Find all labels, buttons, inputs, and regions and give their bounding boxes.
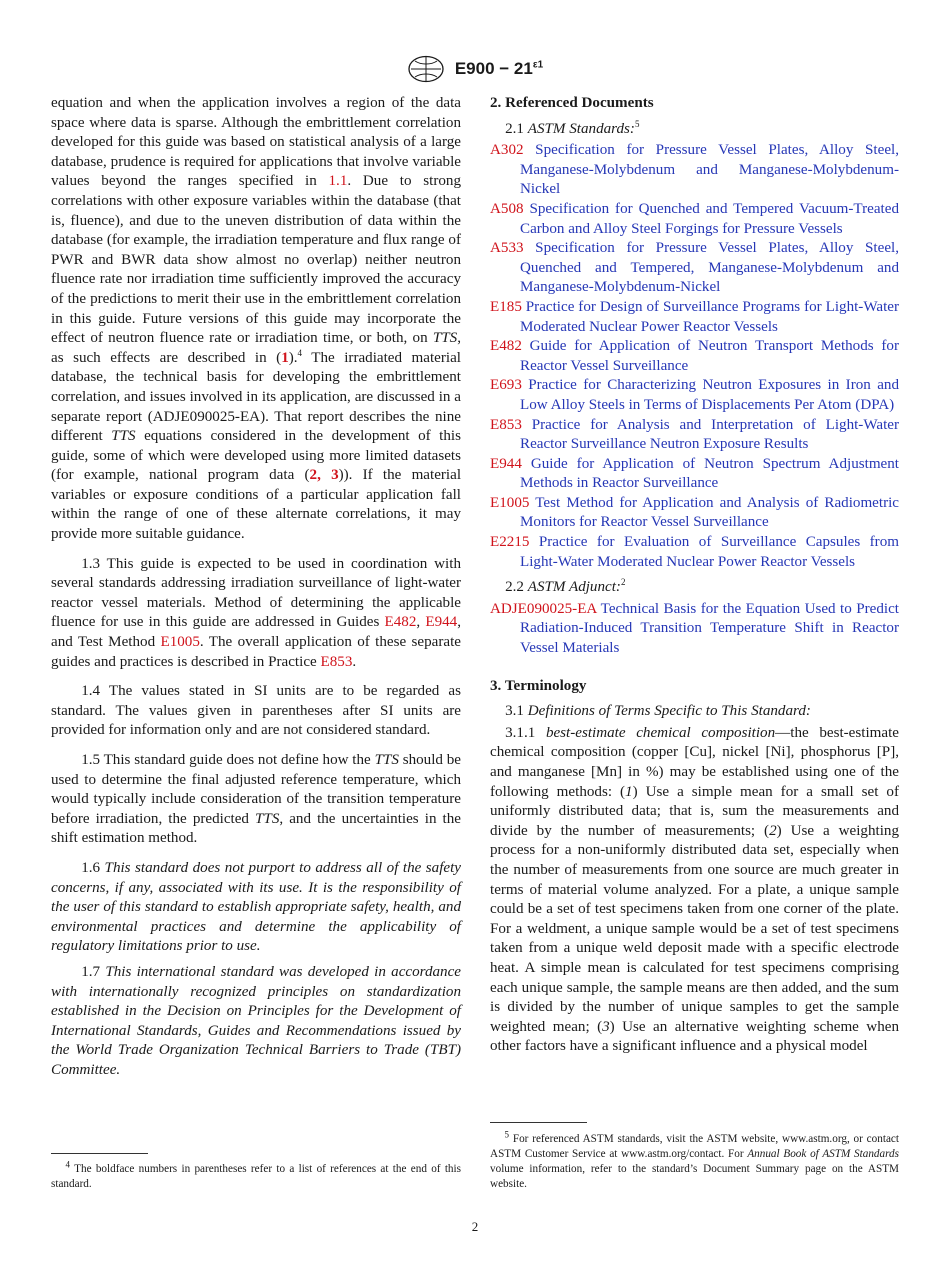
footnote-mark-4: 4: [297, 347, 303, 358]
ref-link-1[interactable]: 1: [281, 349, 289, 366]
footnote-rule-right: [490, 1122, 587, 1123]
ref-a302[interactable]: A302 Specification for Pressure Vessel Plates, Alloy Steel, Manganese-Molybdenum and Manganese-Molybdenum-Nickel: [490, 142, 899, 198]
footnote-5: $^5$ For referenced ASTM standards, visit the ASTM website, www.astm.org, or contact ASTM Customer Service at www.astm.org/contact. For Annual Book of ASTM Standards volume information, refer to the standard’s Document Summary page on the ASTM website.: [490, 1129, 899, 1190]
page-number: 2: [471, 1219, 479, 1234]
link-e482[interactable]: E482: [384, 614, 417, 631]
ref-e185[interactable]: E185 Practice for Design of Surveillance Programs for Light-Water Moderated Nuclear Power Reactor Vessels: [490, 298, 899, 335]
link-e1005[interactable]: E1005: [160, 634, 200, 651]
link-section-1-1[interactable]: 1.1: [328, 173, 348, 190]
paragraph-1-6: 1.6 This standard does not purport to address all of the safety concerns, if any, associated with its use. It is the responsibility of the user of this standard to establish appropriate safety, health, and environmental practices and determine the applicability of regulatory limitations prior to use.: [51, 859, 462, 955]
ref-adje090025-ea[interactable]: ADJE090025-EA Technical Basis for the Equation Used to Predict Radiation-Induced Transition Temperature Shift in Reactor Vessel Materials: [490, 600, 899, 657]
section-3-heading: 3. Terminology: [490, 677, 587, 694]
ref-link-3[interactable]: 3: [331, 467, 339, 484]
paragraph-3-1-1: 3.1.1 best-estimate chemical composition—the best-estimate chemical composition (copper [Cu], nickel [Ni], phosphorus [P], and manganese [Mn] in %) may be established using one of the following methods: (1) Use a simple mean for a small set of uniformly distributed data; that is, sum the measurements and divide by the number of measurements; (2) Use a weighting process for a non-uniformly distributed data set, especially when the number of measurements from one source are much greater in terms of material volume analyzed. For a plate, a unique sample could be a set of test specimens taken from one corner of the plate. For a weldment, a unique sample would be a set of test specimens taken from a unique weld deposit made with a specific electrode heat. A simple mean is calculated for test specimens comprising each unique sample, the sample means are then added, and the sum is divided by the number of unique samples to get the sample weighted mean; (3) Use an alternative weighting scheme when other factors have a significant influence and a physical model: [490, 724, 900, 1055]
link-e853[interactable]: E853: [320, 653, 353, 670]
ref-e693[interactable]: E693 Practice for Characterizing Neutron Exposures in Iron and Low Alloy Steels in Terms of Displacements Per Atom (DPA): [490, 377, 899, 413]
subsection-2-2: 2.2 ASTM Adjunct:$^2$: [505, 577, 626, 596]
ref-e2215[interactable]: E2215 Practice for Evaluation of Surveillance Capsules from Light-Water Moderated Nuclear Power Reactor Vessels: [490, 534, 899, 570]
paragraph-1-7: 1.7 This international standard was developed in accordance with internationally recognized principles on standardization established in the Decision on Principles for the Development of International Standards, Guides and Recommendations issued by the World Trade Organization Technical Barriers to Trade (TBT) Committee.: [51, 963, 462, 1078]
left-column: [51, 94, 461, 1081]
paragraph-1-2-continued: equation and when the application involves a region of the data space where data is sparse. Although the embrittlement correlation developed for this guide was based on statistical analysis of a large database, prudence is required for applications that involve variable values beyond the ranges specified in 1.1. Due to strong correlations with other exposure variables within the database (that is, fluence), and due to the uneven distribution of data within the database (for example, the irradiation temperature and flux range of PWR and BWR data show almost no overlap) neither neutron fluence rate nor irradiation time sufficiently improved the accuracy of the predictions to merit their use in the embrittlement correlation in this guide. Future versions of this guide may incorporate the effect of neutron fluence rate or irradiation time, or both, on TTS, as such effects are described in (1).$^4$ The irradiated material database, the technical basis for developing the embrittlement correlation, and issues involved in its application, are discussed in a separate report (ADJE090025-EA). That report describes the nine different TTS equations considered in the development of this guide, some of which were developed using more limited datasets (for example, national program data (2, 3)). If the material variables or exposure conditions of a particular application fall within the range of one of these alternate correlations, it may provide more suitable guidance.: [51, 95, 462, 543]
paragraph-1-4: 1.4 The values stated in SI units are to be regarded as standard. The values given in parentheses after SI units are provided for information only and are not considered standard.: [51, 683, 461, 739]
astm-logo-icon: [407, 55, 445, 83]
ref-e853[interactable]: E853 Practice for Analysis and Interpretation of Light-Water Reactor Surveillance Neutron Exposure Results: [490, 416, 899, 453]
ref-e482[interactable]: E482 Guide for Application of Neutron Transport Methods for Reactor Vessel Surveillance: [490, 338, 899, 374]
subsection-3-1: 3.1 Definitions of Terms Specific to This Standard:: [505, 703, 811, 720]
right-column: [490, 94, 899, 1057]
ref-e1005[interactable]: E1005 Test Method for Application and Analysis of Radiometric Monitors for Reactor Vessel Surveillance: [490, 494, 899, 531]
document-designation: $E900 - 21^{\varepsilon 1}$: [454, 59, 544, 78]
footnote-rule-left: [51, 1153, 148, 1154]
footnote-4: $^4$ The boldface numbers in parentheses refer to a list of references at the end of this standard.: [51, 1159, 461, 1190]
ref-link-2[interactable]: 2: [309, 467, 318, 484]
subsection-2-1: 2.1 ASTM Standards:$^5$: [505, 118, 640, 137]
paragraph-1-5: 1.5 This standard guide does not define how the TTS should be used to determine the final adjusted reference temperature, which would typically include consideration of the transition temperature before irradiation, the predicted TTS, and the uncertainties in the shift estimation method.: [51, 752, 461, 847]
ref-a508[interactable]: A508 Specification for Quenched and Tempered Vacuum-Treated Carbon and Alloy Steel Forgings for Pressure Vessels: [490, 200, 899, 237]
page-header: [0, 55, 950, 83]
section-2-heading: 2. Referenced Documents: [490, 95, 654, 111]
paragraph-1-3: 1.3 This guide is expected to be used in coordination with several standards addressing irradiation surveillance of light-water reactor vessel materials. Method of determining the applicable fluence for use in this guide are addressed in Guides E482, E944, and Test Method E1005. The overall application of these separate guides and practices is described in Practice E853.: [51, 555, 462, 670]
ref-e944[interactable]: E944 Guide for Application of Neutron Spectrum Adjustment Methods in Reactor Surveillance: [490, 455, 899, 492]
ref-a533[interactable]: A533 Specification for Pressure Vessel Plates, Alloy Steel, Quenched and Tempered, Manganese-Molybdenum and Manganese-Molybdenum-Nickel: [490, 240, 899, 296]
link-e944[interactable]: E944: [425, 614, 458, 631]
